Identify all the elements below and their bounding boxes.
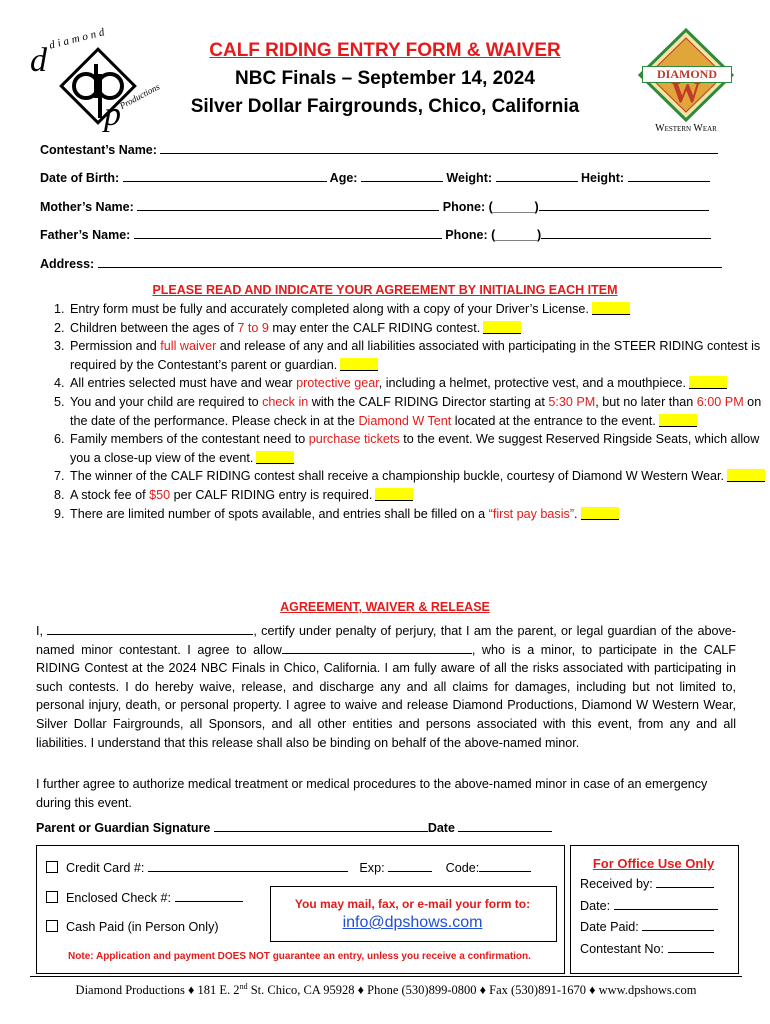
minor-name-field[interactable] xyxy=(282,642,472,654)
received-by-label: Received by: xyxy=(580,877,653,891)
contestant-no-field[interactable] xyxy=(668,941,714,953)
diamond-productions-logo xyxy=(28,25,163,133)
office-fields xyxy=(580,874,718,960)
received-by-field[interactable] xyxy=(656,876,714,888)
contestant-name-label: Contestant’s Name: xyxy=(40,143,157,157)
mother-name-label: Mother’s Name: xyxy=(40,200,134,214)
footer-divider xyxy=(30,976,742,977)
weight-label: Weight: xyxy=(446,171,493,185)
birth-row xyxy=(40,170,710,185)
check-row xyxy=(46,890,243,905)
logo-initial-d: d xyxy=(30,42,47,79)
mother-name-field[interactable] xyxy=(137,199,439,211)
instruction-item: 1. Entry form must be fully and accurately completed along with a copy of your Driver’s License. xyxy=(68,300,768,319)
instruction-item: 7. The winner of the CALF RIDING contest shall receive a championship buckle, courtesy of Diamond W Western Wear. xyxy=(68,467,768,486)
instruction-item: 2. Children between the ages of 7 to 9 may enter the CALF RIDING contest. xyxy=(68,319,768,338)
initial-box[interactable] xyxy=(689,376,727,389)
credit-card-row xyxy=(46,860,531,875)
event-name: NBC Finals – September 14, 2024 xyxy=(235,68,535,89)
signature-field[interactable] xyxy=(214,820,428,832)
diamond-productions-logo-graphic xyxy=(28,38,163,133)
waiver-paragraph: I, , certify under penalty of perjury, that I am the parent, or legal guardian of the above-named minor contestant. I agree to allow , who is a minor, to participate in the CALF RIDING Contest at the 2024 NBC Finals in Chico, California. I am fully aware of all the risks associated with participating in such contests. I do hereby waive, release, and discharge any and all claims for damages, including but not limited to, personal injury, death, or personal property. I agree to waive and release Diamond Productions, Diamond W Western Wear, Silver Dollar Fairgrounds, all Sponsors, and all other entities and persons associated with this event, from any and all liabilities. I understand that this release shall also be binding on behalf of the above-named minor. xyxy=(36,624,737,750)
logo-caption-western-wear: Western Wear xyxy=(655,123,717,134)
age-label: Age: xyxy=(329,171,358,185)
contestant-name-field[interactable] xyxy=(160,142,718,154)
payment-note: Note: Application and payment DOES NOT guarantee an entry, unless you receive a confirmation. xyxy=(68,951,531,962)
check-checkbox[interactable] xyxy=(46,891,58,903)
father-name-field[interactable] xyxy=(134,227,442,239)
dob-label: Date of Birth: xyxy=(40,171,120,185)
footer-contact: Diamond Productions ♦ 181 E. 2nd St. Chico, CA 95928 ♦ Phone (530)899-0800 ♦ Fax (530)891-1670 ♦ www.dpshows.com xyxy=(75,982,697,998)
cash-checkbox[interactable] xyxy=(46,920,58,932)
initial-box[interactable] xyxy=(340,358,378,371)
father-name-label: Father’s Name: xyxy=(40,228,131,242)
instruction-item: 6. Family members of the contestant need to purchase tickets to the event. We suggest Reserved Ringside Seats, which allow you a close-up view of the event. xyxy=(68,430,768,467)
date-paid-field[interactable] xyxy=(642,919,714,931)
instruction-item: 4. All entries selected must have and wear protective gear, including a helmet, protective vest, and a mouthpiece. xyxy=(68,374,768,393)
contestant-no-label: Contestant No: xyxy=(580,941,665,956)
instruction-item: 9. There are limited number of spots available, and entries shall be filled on a “first pay basis”. xyxy=(68,505,768,524)
instruction-item: 3. Permission and full waiver and release of any and all liabilities associated with participating in the STEER RIDING contest is required by the Contestant’s parent or guardian. xyxy=(68,337,768,374)
initial-box[interactable] xyxy=(727,469,765,482)
mother-phone-field[interactable] xyxy=(539,199,709,211)
email-link[interactable]: info@dpshows.com xyxy=(342,914,483,931)
exp-label: Exp: xyxy=(359,861,385,875)
logo-letter-w: W xyxy=(671,76,701,109)
medical-paragraph: I further agree to authorize medical treatment or medical procedures to the above-named minor in case of an emergency during this event. xyxy=(36,777,708,810)
height-field[interactable] xyxy=(628,170,710,182)
logo-word-diamond-w: DIAMOND xyxy=(642,66,732,83)
waiver-heading: AGREEMENT, WAIVER & RELEASE xyxy=(280,600,490,614)
address-label: Address: xyxy=(40,257,95,271)
signature-date-field[interactable] xyxy=(458,820,552,832)
exp-field[interactable] xyxy=(388,860,432,872)
instruction-item: 5. You and your child are required to check in with the CALF RIDING Director starting at 5:30 PM, but no later than 6:00 PM on the date of the performance. Please check in at the Diamond W Tent located at the entrance to the event. xyxy=(68,393,768,430)
initial-box[interactable] xyxy=(256,451,294,464)
dob-field[interactable] xyxy=(123,170,327,182)
credit-card-label: Credit Card #: xyxy=(66,861,145,875)
logo-initial-p: p xyxy=(104,96,121,133)
cash-label: Cash Paid (in Person Only) xyxy=(66,920,219,934)
mail-label: You may mail, fax, or e-mail your form to: xyxy=(294,897,531,911)
office-use-title: For Office Use Only xyxy=(592,856,715,871)
father-phone-field[interactable] xyxy=(541,227,711,239)
office-date-label: Date: xyxy=(580,898,611,913)
initial-box[interactable] xyxy=(659,414,697,427)
mother-phone-area[interactable]: (______) xyxy=(488,200,539,214)
diamond-w-logo xyxy=(636,28,736,136)
credit-card-field[interactable] xyxy=(148,860,348,872)
contestant-name-row xyxy=(40,142,718,157)
logo-word-diamond: diamond xyxy=(48,25,109,52)
initial-box[interactable] xyxy=(581,507,619,520)
initial-box[interactable] xyxy=(375,488,413,501)
date-paid-label: Date Paid: xyxy=(580,920,639,934)
signature-date-label: Date xyxy=(427,821,455,835)
guardian-name-field[interactable] xyxy=(47,623,253,635)
credit-card-checkbox[interactable] xyxy=(46,861,58,873)
instructions-heading: PLEASE READ AND INDICATE YOUR AGREEMENT BY INITIALING EACH ITEM xyxy=(152,283,618,297)
age-field[interactable] xyxy=(361,170,443,182)
father-row xyxy=(40,227,711,242)
initial-box[interactable] xyxy=(483,321,521,334)
code-field[interactable] xyxy=(479,860,531,872)
mother-phone-label: Phone: xyxy=(442,200,486,214)
instruction-item: 8. A stock fee of $50 per CALF RIDING entry is required. xyxy=(68,486,768,505)
cash-row xyxy=(46,920,219,934)
logo-word-productions: Productions xyxy=(118,81,162,111)
signature-label: Parent or Guardian Signature xyxy=(36,821,211,835)
height-label: Height: xyxy=(580,171,625,185)
check-number-field[interactable] xyxy=(175,890,243,902)
address-field[interactable] xyxy=(98,256,722,268)
code-label: Code: xyxy=(445,861,480,875)
check-label: Enclosed Check #: xyxy=(66,891,172,905)
address-row xyxy=(40,256,722,271)
father-phone-area[interactable]: (______) xyxy=(491,228,542,242)
initial-box[interactable] xyxy=(592,302,630,315)
office-date-field[interactable] xyxy=(614,898,718,910)
father-phone-label: Phone: xyxy=(445,228,488,242)
event-venue: Silver Dollar Fairgrounds, Chico, California xyxy=(190,96,580,117)
mother-row xyxy=(40,199,709,214)
signature-row xyxy=(36,820,552,835)
form-title: CALF RIDING ENTRY FORM & WAIVER xyxy=(209,40,561,61)
weight-field[interactable] xyxy=(496,170,578,182)
instruction-list xyxy=(40,300,768,523)
